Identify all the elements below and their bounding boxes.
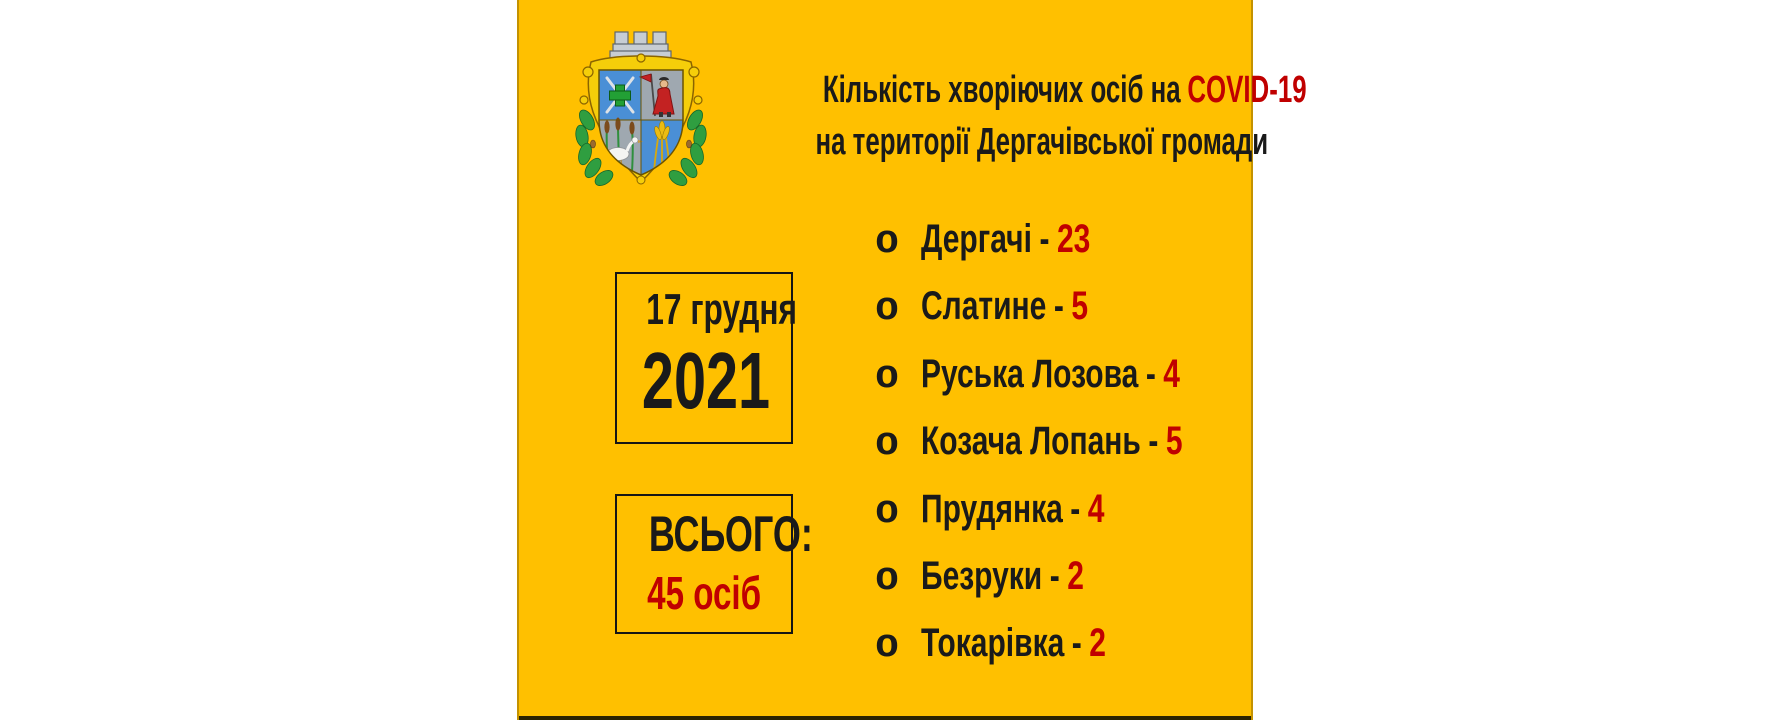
settlement-name: Прудянка <box>921 486 1063 531</box>
settlement-name: Токарівка <box>921 621 1065 666</box>
title-line-1 <box>709 64 1307 116</box>
title-line-2 <box>709 116 1269 168</box>
case-count: 5 <box>1071 284 1089 329</box>
dash-separator: - <box>1071 621 1082 666</box>
date-box <box>615 272 798 444</box>
date-year: 2021 <box>641 336 771 425</box>
dergachi-coat-of-arms-icon <box>571 28 711 188</box>
total-label: ВСЬОГО: <box>648 506 813 562</box>
covid19-highlight: COVID-19 <box>1187 69 1307 111</box>
yellow-panel <box>517 0 1307 720</box>
settlement-name: Слатине <box>921 284 1047 329</box>
list-item <box>875 408 1235 475</box>
bullet-circle-icon: o <box>875 624 900 670</box>
list-item <box>875 206 1235 273</box>
dash-separator: - <box>1070 486 1081 531</box>
case-count: 2 <box>1067 553 1084 598</box>
case-count: 5 <box>1165 419 1183 464</box>
bullet-circle-icon: o <box>875 489 900 535</box>
total-box <box>615 494 813 634</box>
case-count: 4 <box>1163 351 1181 396</box>
dash-separator: - <box>1049 553 1060 598</box>
list-item <box>875 273 1235 340</box>
settlement-name: Безруки <box>921 553 1043 598</box>
case-count: 4 <box>1087 486 1105 531</box>
list-item <box>875 341 1235 408</box>
list-item <box>875 476 1235 543</box>
dash-separator: - <box>1039 217 1050 261</box>
case-count: 23 <box>1056 217 1091 261</box>
date-day-month: 17 грудня <box>646 285 798 334</box>
list-item <box>875 543 1235 610</box>
title-line2-text: на території Дергачівської громади <box>815 121 1269 163</box>
case-list <box>875 206 1235 678</box>
bullet-circle-icon: o <box>875 422 900 468</box>
settlement-name: Дергачі <box>921 217 1032 261</box>
bullet-circle-icon: o <box>875 287 900 333</box>
dash-separator: - <box>1148 419 1159 464</box>
settlement-name: Руська Лозова <box>921 351 1139 396</box>
bullet-circle-icon: o <box>875 556 900 602</box>
settlement-name: Козача Лопань <box>921 419 1141 464</box>
panel-bottom-edge <box>519 716 1251 720</box>
bullet-circle-icon: o <box>875 354 900 400</box>
list-item <box>875 610 1235 677</box>
page-title <box>709 64 1307 168</box>
bullet-circle-icon: o <box>875 220 900 265</box>
case-count: 2 <box>1089 621 1106 666</box>
total-value: 45 осіб <box>647 567 761 619</box>
dash-separator: - <box>1053 284 1064 329</box>
dash-separator: - <box>1145 351 1156 396</box>
title-line1-text: Кількість хворіючих осіб на <box>822 69 1181 111</box>
